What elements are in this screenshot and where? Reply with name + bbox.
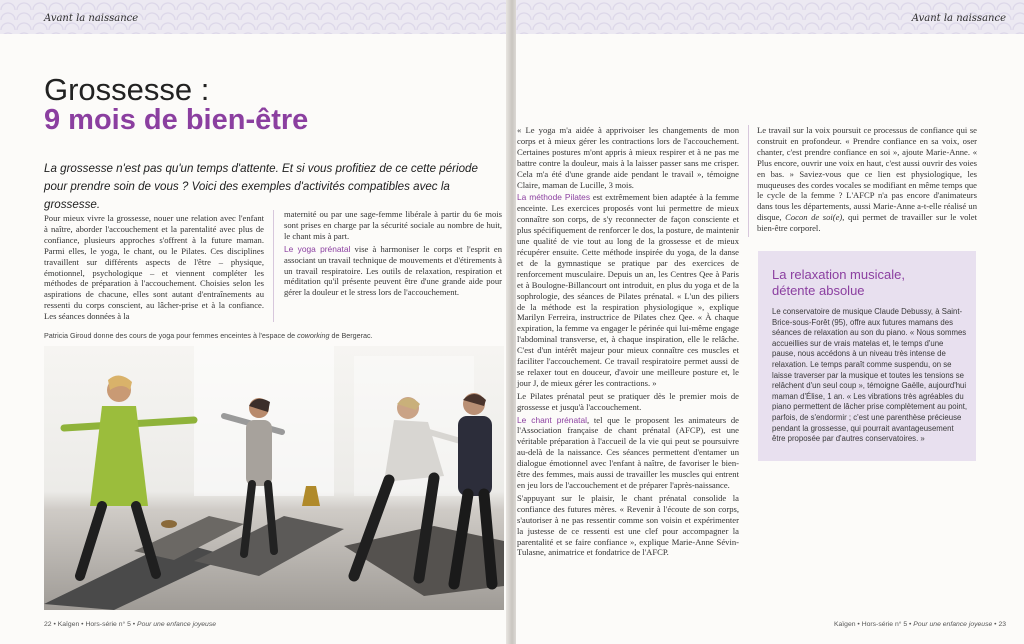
section-label-right: Avant la naissance <box>911 13 1006 24</box>
keyword-yoga: Le yoga prénatal <box>284 243 351 254</box>
yoga-class-photo <box>44 346 504 610</box>
article-lead: La grossesse n'est pas qu'un temps d'attente. Et si vous profitiez de ce cette période pour prendre soin de vous ? Voici des exemples d'activités compatibles avec la grossesse. <box>44 162 478 211</box>
paragraph-quote: « Le yoga m'a aidée à apprivoiser les changements de mon corps et à mieux gérer les contractions lors de l'accouchement. Certaines postures m'ont appris à mieux respirer et à ne pas me battre contre la douleur, mais à la laisser passer sans me crisper. Cela m'a été d'une grande aide pendant le travail », témoigne Claire, maman de Lucille, 3 mois. <box>517 125 739 190</box>
article-title-line2: 9 mois de bien-être <box>44 104 309 136</box>
paragraph-text: vise à harmoniser le corps et l'esprit en associant un travail technique de mouvements et d'étirements à un travail respiratoire. Les outils de relaxation, respiration et méditation qu'il présente peuvent être d'une grande aide pour gérer la douleur et le stress lors de l'accouchement. <box>284 243 502 298</box>
issue-title: Pour une enfance joyeuse <box>913 621 993 628</box>
paragraph-text: est extrêmement bien adaptée à la femme enceinte. Les exercices proposés vont lui permettre de mieux connaître son corps, de s'y reconnecter de façon consciente et plus spécifiquement de renforcer le dos, la posture, de maintenir une qualité de vie tout au long de la grossesse et de mieux récupérer ensuite. Cette méthode inspirée du yoga, de la danse et de la gymnastique se pratique par des exercices de renforcement musculaire. Depuis un an, les Centres Qee à Paris et à Boulogne-Billancourt ont introduit, en plus du yoga et de la sophrologie, des séances de Pilates prénatal. « L'un des piliers de la méthode est la respiration physiologique », explique Marilyn Ferreira, instructrice de Pilates chez Qee. « À chaque expiration, la femme va engager le périnée qui lui-même engage l'abdominal transverse, et, à chaque inspiration, elle le relâche. C'est d'un intérêt majeur pour mieux connaître ces muscles et faciliter l'accouchement. Ce travail respiratoire permet aussi de se relaxer tout en douceur, d'avoir une meilleure posture et, le jour J, de mieux gérer les contractions. » <box>517 192 740 388</box>
body-column-a <box>44 213 264 324</box>
paragraph-yoga <box>284 244 502 299</box>
person-leg <box>80 506 102 576</box>
sidebar-box <box>758 251 976 461</box>
album-title: Cocon de soi(e) <box>785 212 843 223</box>
keyword-pilates: La méthode Pilates <box>517 192 591 203</box>
person-top <box>246 420 272 486</box>
magazine-name: Kaïgen <box>57 621 80 628</box>
box-title-line2: détente absolue <box>772 283 865 298</box>
section-label-left: Avant la naissance <box>44 13 139 24</box>
magazine-name: Kaïgen <box>833 621 856 628</box>
paragraph-text: , tel que le proposent les animateurs de l'Association française de chant prénatal (AFCP), est une véritable préparation à l'accueil de la vie qui peut se poursuivre au-delà de la naissance. Ces séances permettent d'entamer un dialogue émotionnel avec l'enfant à naître, de favoriser le bien-être des femmes, mais aussi de travailler les muscles qui entrent en jeu lors de l'accouchement et de préparer l'après-naissance. <box>517 414 739 490</box>
paragraph <box>757 125 977 234</box>
page-number: 23 <box>998 621 1006 628</box>
paragraph: Le Pilates prénatal peut se pratiquer dès le premier mois de grossesse et jusqu'à l'accouchement. <box>517 390 739 412</box>
box-text: Le conservatoire de musique Claude Debussy, à Saint-Brice-sous-Forêt (95), offre aux futures mamans des séances de relaxation au son du piano. « Nous sommes accueillies sur de vrais matelas et, le temps d'une pause, nous accédons à un niveau très intense de relaxation. Le temps paraît comme suspendu, on se laisse traverser par la musique et toutes les tensions se relâchent d'un seul coup », témoigne Gaëlle, aujourd'hui maman d'Élise, 1 an. « Les vibrations très agréables du piano permettent de lâcher prise complètement au point, parfois, de s'endormir ; c'est une parenthèse précieuse pendant la grossesse, qui pourrait avantageusement être proposée par d'autres conservatoires. » <box>772 307 968 444</box>
column-divider <box>273 210 274 322</box>
issue-label: Hors-série n° 5 <box>85 621 131 628</box>
page-number: 22 <box>44 621 52 628</box>
caption-text-end: de Bergerac. <box>329 331 373 340</box>
footer-left: 22 • Kaïgen • Hors-série n° 5 • Pour une enfance joyeuse <box>44 621 217 628</box>
body-column-c <box>517 125 739 560</box>
caption-italic: coworking <box>297 331 330 340</box>
paragraph: S'appuyant sur le plaisir, le chant prénatal consolide la confiance des futures mères. « Revenir à l'écoute de son corps, s'autoriser à ne pas ressentir comme son voisin et expérimenter la justesse de ce ressenti est une clef pour accompagner la parentalité et se faire confiance », explique Marie-Anne Sévin-Tulasne, animatrice et fondatrice de l'AFCP. <box>517 492 739 558</box>
paragraph-text-end: , qui permet de travailler sur le volet bien-être corporel. <box>757 212 977 234</box>
paragraph-text: Le travail sur la voix poursuit ce processus de confiance qui se construit en profondeur. « Prendre confiance en sa voix, oser chanter, c'est prendre confiance en soi », ajoute Marie-Anne. « Plus encore, ouvrir une voix en haut, c'est aussi ouvrir des voies en bas. » Saviez-vous que ce lien est physiologique, les muqueuses des cordes vocales se modifiant en même temps que le cycle de la femme ? L'AFCP n'a pas encore d'animateurs dans tous les départements, aussi Marie-Anne a-t-elle réalisé un disque, <box>757 125 977 223</box>
box-title <box>772 267 905 299</box>
body-column-b <box>284 209 502 300</box>
keyword-chant: Le chant prénatal <box>517 414 587 425</box>
issue-label: Hors-série n° 5 <box>861 621 908 628</box>
paragraph-chant <box>517 415 739 491</box>
singing-bowl <box>161 520 177 528</box>
left-page <box>0 0 508 644</box>
paragraph: maternité ou par une sage-femme libérale à partir du 6e mois sont prises en charge par la sécurité sociale au nombre de huit, le chant mis à part. <box>284 209 502 241</box>
paragraph-pilates <box>517 192 739 388</box>
photo-caption <box>44 331 484 340</box>
body-column-d <box>757 125 977 236</box>
paragraph: Pour mieux vivre la grossesse, nouer une relation avec l'enfant à naître, aborder l'accouchement et la parentalité avec plus de confiance, plusieurs approches s'offrent à la future maman. Parmi elles, le yoga, le chant, ou le Pilates. Ces disciplines travaillent sur différents aspects de l'être – physique, émotionnel, psychologique – et viennent compléter les méthodes de préparation à l'accouchement. Choisies selon les aspirations de chacune, elles sont autant d'entraînements au ressenti du corps conscient, au lâcher-prise et à la confiance. Les séances données à la <box>44 213 264 322</box>
caption-text: Patricia Giroud donne des cours de yoga pour femmes enceintes à l'espace de <box>44 331 298 340</box>
person-top <box>458 416 492 496</box>
column-divider <box>748 125 749 237</box>
article-title-line1: Grossesse : <box>44 72 210 107</box>
footer-right: Kaïgen • Hors-série n° 5 • Pour une enfance joyeuse • 23 <box>833 621 1006 628</box>
yoga-class-illustration <box>44 346 504 610</box>
issue-title: Pour une enfance joyeuse <box>137 621 217 628</box>
box-title-line1: La relaxation musicale, <box>772 267 905 282</box>
